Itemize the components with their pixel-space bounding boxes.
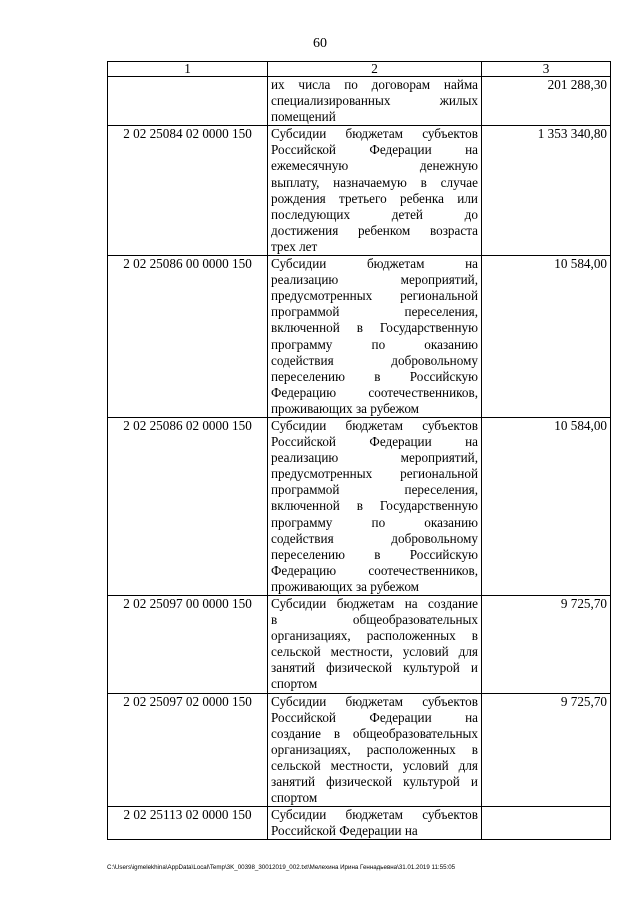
budget-code-cell: 2 02 25113 02 0000 150	[108, 807, 268, 840]
table-row	[108, 596, 611, 694]
budget-code-cell: 2 02 25084 02 0000 150	[108, 126, 268, 256]
amount-cell: 201 288,30	[482, 77, 611, 126]
description-line: программу по оказанию	[271, 514, 478, 530]
description-line: организациях, расположенных в	[271, 741, 478, 757]
description-line: ежемесячную денежную	[271, 158, 478, 174]
description-line: сельской местности, условий для	[271, 644, 478, 660]
description-line: сельской местности, условий для	[271, 757, 478, 773]
description-line: Федерацию соотечественников,	[271, 384, 478, 400]
description-line: Субсидии бюджетам субъектов	[271, 126, 478, 142]
description-line: Российской Федерации на	[271, 709, 478, 725]
amount-cell: 9 725,70	[482, 596, 611, 694]
description-line: реализацию мероприятий,	[271, 272, 478, 288]
description-line: Российской Федерации на	[271, 434, 478, 450]
description-line: программой переселения,	[271, 482, 478, 498]
description-line: занятий физической культурой и	[271, 660, 478, 676]
description-line: рождения третьего ребенка или	[271, 190, 478, 206]
description-line: трех лет	[271, 238, 318, 254]
description-line: предусмотренных региональной	[271, 288, 478, 304]
description-line: Субсидии бюджетам на	[271, 256, 478, 272]
column-header-amount: 3	[482, 62, 611, 77]
description-line: Российской Федерации на	[271, 142, 478, 158]
description-line: содействия добровольному	[271, 530, 478, 546]
description-cell	[268, 596, 482, 694]
table-header-row	[108, 62, 611, 77]
description-line: программой переселения,	[271, 304, 478, 320]
description-line: спортом	[271, 790, 318, 806]
description-line: программу по оказанию	[271, 336, 478, 352]
budget-code-cell: 2 02 25086 00 0000 150	[108, 256, 268, 418]
budget-code-cell: 2 02 25086 02 0000 150	[108, 417, 268, 595]
description-line: переселению в Российскую	[271, 546, 478, 562]
description-line: Субсидии бюджетам субъектов	[271, 693, 478, 709]
description-line: проживающих за рубежом	[271, 400, 420, 416]
description-line: их числа по договорам найма	[271, 77, 478, 92]
description-line: включенной в Государственную	[271, 320, 478, 336]
amount-cell: 10 584,00	[482, 256, 611, 418]
document-footer-path: C:\Users\igmelekhina\AppData\Local\Temp\3K_00398_30012019_002.txt\Мелехина Ирина Геннадьевна\31.01.2019 11:55:05	[107, 864, 456, 871]
amount-cell	[482, 807, 611, 840]
description-cell	[268, 77, 482, 126]
description-cell	[268, 417, 482, 595]
page-number: 60	[313, 36, 327, 51]
description-line: Субсидии бюджетам субъектов	[271, 417, 478, 433]
amount-cell: 9 725,70	[482, 693, 611, 807]
description-line: содействия добровольному	[271, 352, 478, 368]
table-row	[108, 256, 611, 418]
description-line: реализацию мероприятий,	[271, 450, 478, 466]
column-header-code: 1	[108, 62, 268, 77]
column-header-description: 2	[268, 62, 482, 77]
description-line: переселению в Российскую	[271, 368, 478, 384]
table-row	[108, 807, 611, 840]
description-line: Российской Федерации на	[271, 823, 418, 839]
description-line: последующих детей до	[271, 206, 478, 222]
description-line: достижения ребенком возраста	[271, 222, 478, 238]
budget-code-cell	[108, 77, 268, 126]
description-line: включенной в Государственную	[271, 498, 478, 514]
description-line: выплату, назначаемую в случае	[271, 174, 478, 190]
description-line: помещений	[271, 109, 336, 125]
table-row	[108, 693, 611, 807]
budget-code-cell: 2 02 25097 00 0000 150	[108, 596, 268, 694]
budget-revenue-table	[107, 61, 611, 840]
table-row	[108, 77, 611, 126]
description-line: специализированных жилых	[271, 93, 478, 109]
description-line: спортом	[271, 676, 318, 692]
description-line: Федерацию соотечественников,	[271, 562, 478, 578]
description-cell	[268, 126, 482, 256]
description-line: создание в общеобразовательных	[271, 725, 478, 741]
description-line: в общеобразовательных	[271, 612, 478, 628]
description-cell	[268, 807, 482, 840]
budget-code-cell: 2 02 25097 02 0000 150	[108, 693, 268, 807]
description-line: предусмотренных региональной	[271, 466, 478, 482]
description-cell	[268, 256, 482, 418]
description-line: организациях, расположенных в	[271, 628, 478, 644]
description-line: проживающих за рубежом	[271, 578, 420, 594]
description-line: Субсидии бюджетам субъектов	[271, 807, 478, 823]
description-line: занятий физической культурой и	[271, 774, 478, 790]
table-row	[108, 126, 611, 256]
amount-cell: 1 353 340,80	[482, 126, 611, 256]
amount-cell: 10 584,00	[482, 417, 611, 595]
description-cell	[268, 693, 482, 807]
description-line: Субсидии бюджетам на создание	[271, 596, 478, 611]
table-row	[108, 417, 611, 595]
